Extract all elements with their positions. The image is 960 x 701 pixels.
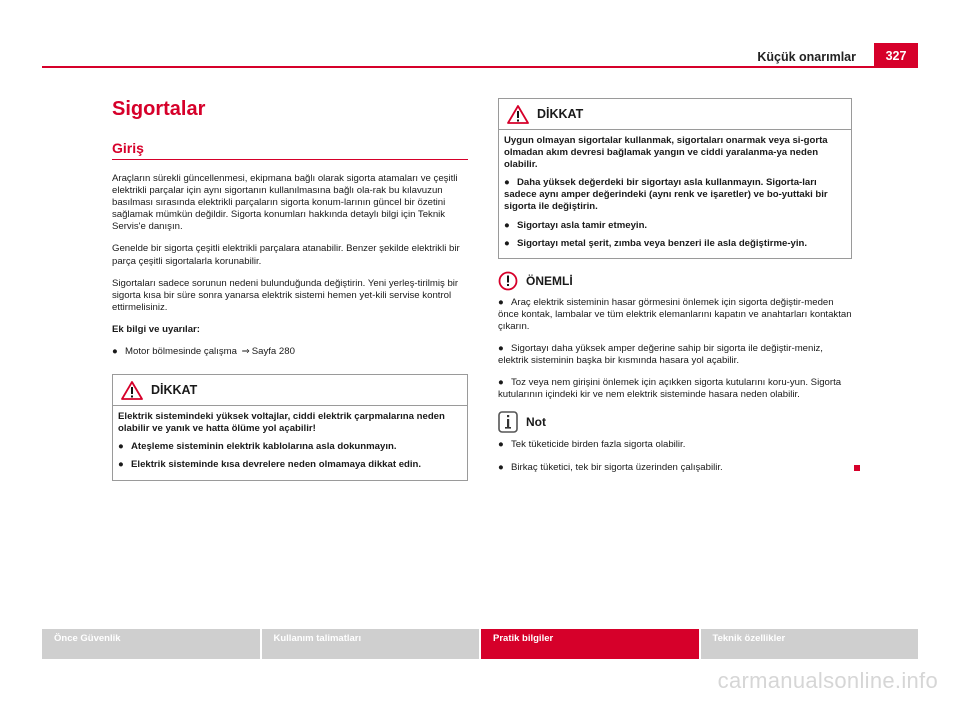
bullet-icon: ● <box>498 343 504 355</box>
bullet-icon: ● <box>498 461 504 473</box>
list-item: ● Ateşleme sisteminin elektrik kablolarına asla dokunmayın. <box>118 441 397 453</box>
warning-body <box>499 130 851 258</box>
important-header <box>498 271 852 291</box>
section-title: Sigortalar <box>112 98 206 120</box>
subsection-title: Giriş <box>112 140 144 156</box>
bullet-icon: ● <box>504 237 510 249</box>
bullet-icon: ● <box>112 346 118 358</box>
tab-once-guvenlik[interactable]: Önce Güvenlik <box>42 629 260 659</box>
section-end-marker <box>854 465 860 471</box>
paragraph: Araçların sürekli güncellenmesi, ekipmana bağlı olarak sigorta atamaları ve çeşitli elektrikli parçalar için aynı sigortanın kullanılmasına bağlı ola-rak bu kılavuzun basılması sırasında elektrikli parçaların sigorta konum-larının güncel bir özetini sağlamak mümkün değildir. Sigorta konumları hakkında detaylı bilgi için Teknik Servis'e danışın. <box>112 173 458 233</box>
list-item <box>112 346 468 358</box>
tab-kullanim-talimatlari[interactable]: Kullanım talimatları <box>262 629 480 659</box>
warning-intro: Elektrik sistemindeki yüksek voltajlar, ciddi elektrik çarpmalarına neden olabilir ve yanık ve hatta ölüme yol açabilir! <box>118 411 445 435</box>
list-item: ● Sigortayı daha yüksek amper değerine sahip bir sigorta ile değiştir-meniz, elektrik sisteminin başka bir kısmında hasara yol açabilir. <box>498 343 823 367</box>
note-title: Not <box>526 415 546 430</box>
note-header <box>498 411 852 433</box>
important-exclamation-icon <box>498 271 518 291</box>
arrow-right-icon: ⇒ <box>241 346 250 358</box>
left-column <box>112 173 468 481</box>
list-item: ● Tek tüketicide birden fazla sigorta olabilir. <box>498 439 686 451</box>
warning-header <box>499 99 851 130</box>
watermark: carmanualsonline.info <box>717 668 938 693</box>
page-reference-link[interactable]: Sayfa 280 <box>251 346 295 358</box>
list-item: ● Daha yüksek değerdeki bir sigortayı asla kullanmayın. Sigorta-ları sadece aynı amper değerindeki (aynı renk ve işaretler) ve bo-yuttaki bir sigorta ile değiştirin. <box>504 177 828 213</box>
info-heading: Ek bilgi ve uyarılar: <box>112 323 200 335</box>
paragraph: Genelde bir sigorta çeşitli elektrikli parçalara atanabilir. Benzer şekilde elektrikli bir parça çeşitli sigortalarla korunabilir. <box>112 243 460 267</box>
warning-triangle-icon <box>507 105 529 124</box>
list-item: ● Elektrik sisteminde kısa devrelere neden olmamaya dikkat edin. <box>118 459 422 471</box>
warning-title: DİKKAT <box>537 106 584 121</box>
bullet-icon: ● <box>118 441 124 453</box>
page-number: 327 <box>874 43 918 68</box>
tab-pratik-bilgiler[interactable]: Pratik bilgiler <box>481 629 699 659</box>
important-title: ÖNEMLİ <box>526 273 573 288</box>
list-item: ● Sigortayı asla tamir etmeyin. <box>504 219 648 231</box>
warning-box <box>112 374 468 480</box>
bullet-icon: ● <box>504 177 510 189</box>
header-rule <box>42 66 918 68</box>
warning-header <box>113 375 467 406</box>
warning-intro: Uygun olmayan sigortalar kullanmak, sigortaları onarmak veya si-gorta olmadan akım devresi bağlamak yangın ve ciddi yaralanma-ya neden olabilir. <box>504 135 828 171</box>
info-note-icon <box>498 411 518 433</box>
bullet-icon: ● <box>504 219 510 231</box>
bullet-icon: ● <box>498 439 504 451</box>
list-item: ● Sigortayı metal şerit, zımba veya benzeri ile asla değiştirme-yin. <box>504 237 808 249</box>
warning-box <box>498 98 852 259</box>
bullet-icon: ● <box>118 459 124 471</box>
warning-title: DİKKAT <box>151 383 198 398</box>
list-item: ● Araç elektrik sisteminin hasar görmesini önlemek için sigorta değiştir-meden önce kontak, lambalar ve tüm elektrik elemanlarını kapatın ve anahtarları kontaktan çıkarın. <box>498 296 852 332</box>
paragraph: Sigortaları sadece sorunun nedeni bulunduğunda değiştirin. Yeni yerleş-tirilmiş bir sigorta kısa bir süre sonra yanarsa elektrik sistemi hemen yet-kili servise kontrol ettirmelisiniz. <box>112 277 459 313</box>
bullet-icon: ● <box>498 296 504 308</box>
list-item: ● Birkaç tüketici, tek bir sigorta üzerinden çalışabilir. <box>498 462 852 474</box>
subsection-rule <box>112 159 468 160</box>
right-column <box>498 98 852 484</box>
list-item: ● Toz veya nem girişini önlemek için açıkken sigorta kutularını koru-yun. Sigorta kutularının içindeki kir ve nem elektrik sisteminde hasara neden olabilir. <box>498 377 842 401</box>
footer-nav <box>42 629 918 659</box>
warning-body <box>113 406 467 479</box>
tab-teknik-ozellikler[interactable]: Teknik özellikler <box>701 629 919 659</box>
info-item-text: Motor bölmesinde çalışma <box>125 346 237 358</box>
running-header: Küçük onarımlar <box>757 50 856 64</box>
bullet-icon: ● <box>498 377 504 389</box>
warning-triangle-icon <box>121 381 143 400</box>
